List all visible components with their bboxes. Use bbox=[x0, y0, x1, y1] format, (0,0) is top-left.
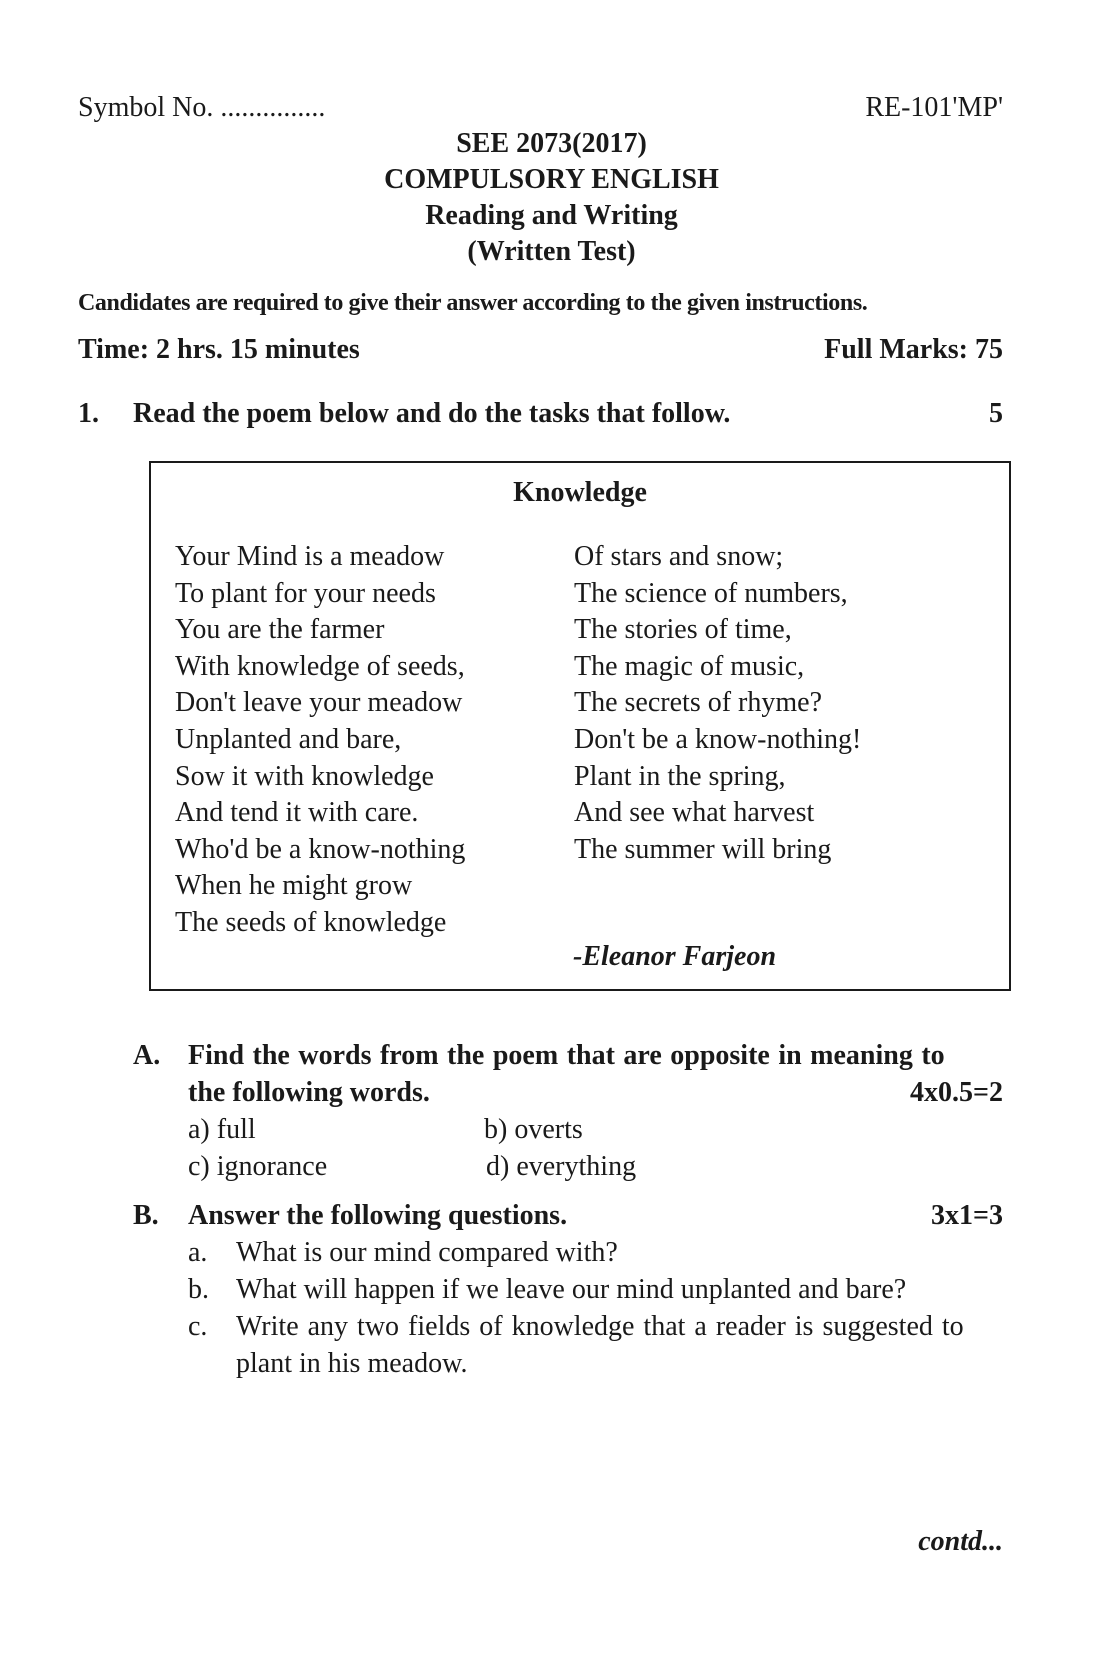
question-item: What will happen if we leave our mind unplanted and bare? bbox=[236, 1274, 907, 1305]
poem-line: To plant for your needs bbox=[175, 577, 436, 609]
part-b-instruction: Answer the following questions. bbox=[188, 1200, 568, 1231]
part-a-marks: 4x0.5=2 bbox=[910, 1077, 1003, 1108]
part-a-option: d) everything bbox=[486, 1151, 637, 1182]
poem-right-column bbox=[574, 539, 861, 868]
poem-line: The stories of time, bbox=[574, 614, 792, 646]
poem-line: Sow it with knowledge bbox=[175, 760, 434, 792]
exam-title: SEE 2073(2017) bbox=[456, 128, 647, 159]
poem-line: Plant in the spring, bbox=[574, 760, 786, 792]
poem-line: Your Mind is a meadow bbox=[175, 541, 445, 572]
question-item-cont: plant in his meadow. bbox=[236, 1348, 468, 1379]
poem-box bbox=[149, 461, 1011, 991]
symbol-number: Symbol No. ............... bbox=[78, 92, 326, 123]
poem-line: The seeds of knowledge bbox=[175, 906, 447, 938]
question-label: a. bbox=[188, 1237, 208, 1268]
part-b-marks: 3x1=3 bbox=[931, 1200, 1003, 1231]
question-label: c. bbox=[188, 1311, 208, 1342]
continued-note: contd... bbox=[918, 1526, 1003, 1557]
poem-title: Knowledge bbox=[513, 477, 647, 508]
part-b-label: B. bbox=[133, 1200, 159, 1231]
poem-line: Unplanted and bare, bbox=[175, 723, 402, 755]
poem-line: With knowledge of seeds, bbox=[175, 650, 465, 682]
paper-code: RE-101'MP' bbox=[865, 92, 1003, 123]
test-type: (Written Test) bbox=[467, 236, 636, 267]
poem-line: And tend it with care. bbox=[175, 797, 419, 829]
part-a-instruction: Find the words from the poem that are opposite in meaning to bbox=[188, 1040, 945, 1071]
subject-title: COMPULSORY ENGLISH bbox=[384, 164, 719, 195]
poem-line: The science of numbers, bbox=[574, 577, 848, 609]
poem-line: When he might grow bbox=[175, 870, 413, 902]
part-a-option: c) ignorance bbox=[188, 1151, 328, 1182]
part-a-label: A. bbox=[133, 1040, 161, 1071]
poem-line: And see what harvest bbox=[574, 797, 815, 829]
question-marks: 5 bbox=[989, 398, 1003, 429]
poem-line: The secrets of rhyme? bbox=[574, 687, 822, 719]
time-allowed: Time: 2 hrs. 15 minutes bbox=[78, 334, 360, 365]
question-item: What is our mind compared with? bbox=[236, 1237, 618, 1268]
poem-line: The magic of music, bbox=[574, 650, 805, 682]
instructions: Candidates are required to give their answer according to the given instructions. bbox=[78, 290, 868, 316]
poem-line: Of stars and snow; bbox=[574, 541, 784, 572]
question-label: b. bbox=[188, 1274, 209, 1305]
poem-line: Don't be a know-nothing! bbox=[574, 723, 862, 755]
poem-left-column bbox=[175, 539, 465, 942]
question-text: Read the poem below and do the tasks that follow. bbox=[133, 398, 731, 429]
full-marks: Full Marks: 75 bbox=[824, 334, 1003, 365]
question-item: Write any two fields of knowledge that a reader is suggested to bbox=[236, 1311, 964, 1342]
poem-author: -Eleanor Farjeon bbox=[573, 941, 777, 972]
question-number: 1. bbox=[78, 398, 99, 429]
paper-subtitle: Reading and Writing bbox=[425, 200, 678, 231]
part-a-option: a) full bbox=[188, 1114, 256, 1145]
part-a-instruction-cont: the following words. bbox=[188, 1077, 430, 1108]
part-a-option: b) overts bbox=[484, 1114, 583, 1145]
poem-line: You are the farmer bbox=[175, 614, 385, 646]
poem-line: Who'd be a know-nothing bbox=[175, 833, 466, 865]
poem-line: The summer will bring bbox=[574, 833, 832, 865]
poem-line: Don't leave your meadow bbox=[175, 687, 463, 719]
